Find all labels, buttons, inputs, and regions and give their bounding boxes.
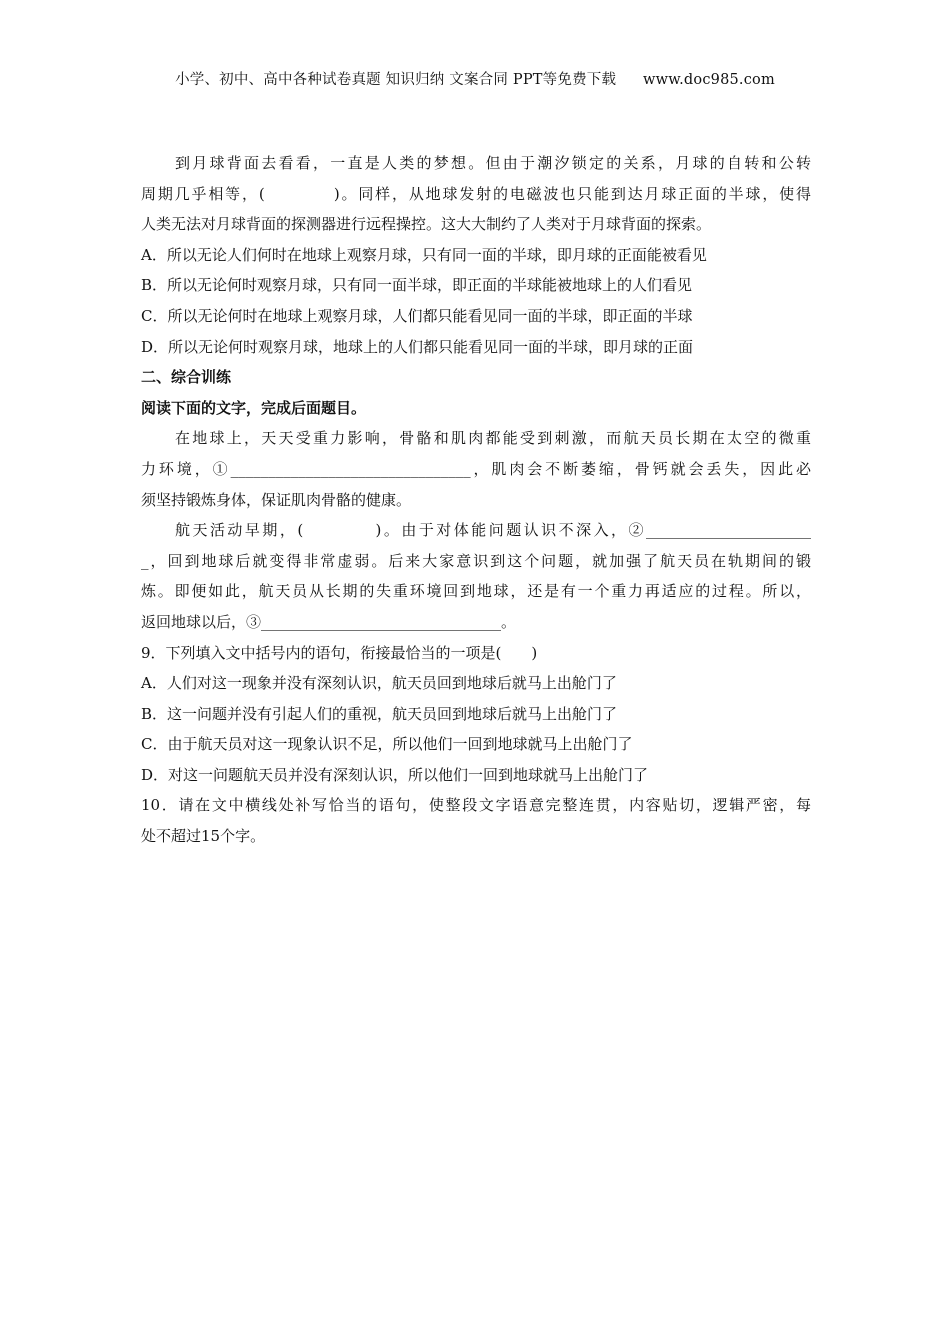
- passage1-line-2: 周期几乎相等，( )。同样，从地球发射的电磁波也只能到达月球正面的半球，使得: [141, 184, 811, 203]
- q8-option-a: A．所以无论人们何时在地球上观察月球，只有同一面的半球，即月球的正面能被看见: [141, 245, 707, 264]
- passage1-line-1: 到月球背面去看看，一直是人类的梦想。但由于潮汐锁定的关系，月球的自转和公转: [175, 154, 811, 172]
- q9-stem: 9．下列填入文中括号内的语句，衔接最恰当的一项是( ): [141, 643, 538, 662]
- q8-option-b: B．所以无论何时观察月球，只有同一面半球，即正面的半球能被地球上的人们看见: [141, 276, 693, 295]
- passage2-line-1: 在地球上，天天受重力影响，骨骼和肌肉都能受到刺激，而航天员长期在太空的微重: [175, 429, 811, 448]
- header-text: 小学、初中、高中各种试卷真题 知识归纳 文案合同 PPT等免费下载: [175, 72, 617, 88]
- header-url: www.doc985.com: [642, 72, 775, 88]
- passage2-line-2: 力环境，①________________________________，肌肉会不断萎缩，骨钙就会丢失，因此必: [141, 459, 811, 478]
- q9-option-a: A．人们对这一现象并没有深刻认识，航天员回到地球后就马上出舱门了: [141, 674, 617, 693]
- q9-option-b: B．这一问题并没有引起人们的重视，航天员回到地球后就马上出舱门了: [141, 704, 618, 723]
- passage2-line-3: 须坚持锻炼身体，保证肌肉骨骼的健康。: [141, 490, 412, 509]
- page-header: [0, 68, 950, 89]
- q8-option-c: C．所以无论何时在地球上观察月球，人们都只能看见同一面的半球，即正面的半球: [141, 306, 693, 325]
- section-heading: 二、综合训练: [141, 368, 232, 387]
- passage3-line-4: 返回地球以后，③________________________________。: [141, 612, 517, 631]
- q10-stem-line-1: 10．请在文中横线处补写恰当的语句，使整段文字语意完整连贯，内容贴切，逻辑严密，每: [141, 796, 811, 815]
- q9-option-c: C．由于航天员对这一现象认识不足，所以他们一回到地球就马上出舱门了: [141, 735, 633, 754]
- document-body: [141, 148, 811, 852]
- reading-instruction: 阅读下面的文字，完成后面题目。: [141, 398, 367, 417]
- passage3-line-3: 炼。即便如此，航天员从长期的失重环境回到地球，还是有一个重力再适应的过程。所以，: [141, 582, 811, 601]
- q8-option-d: D．所以无论何时观察月球，地球上的人们都只能看见同一面的半球，即月球的正面: [141, 337, 694, 356]
- passage3-line-1: 航天活动早期，( )。由于对体能问题认识不深入，②______________________: [175, 521, 811, 540]
- passage1-line-3: 人类无法对月球背面的探测器进行远程操控。这大大制约了人类对于月球背面的探索。: [141, 215, 712, 234]
- q9-option-d: D．对这一问题航天员并没有深刻认识，所以他们一回到地球就马上出舱门了: [141, 765, 649, 784]
- q10-stem-line-2: 处不超过15个字。: [141, 827, 266, 846]
- passage3-line-2: _，回到地球后就变得非常虚弱。后来大家意识到这个问题，就加强了航天员在轨期间的锻: [141, 551, 811, 570]
